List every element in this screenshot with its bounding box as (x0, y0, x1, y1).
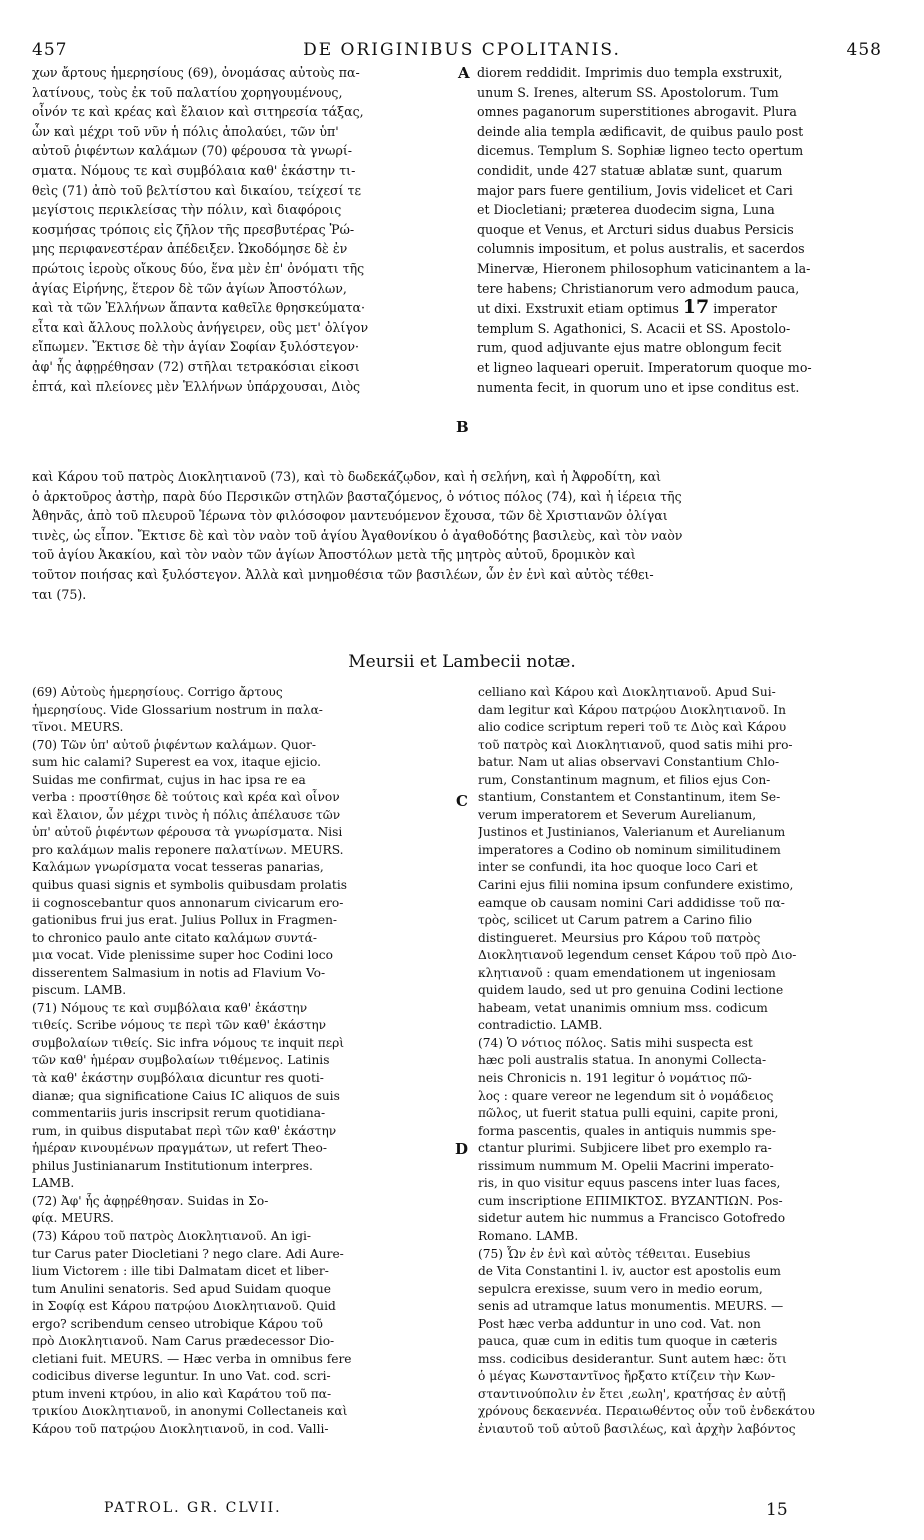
note-line: verba : προστίθησε δὲ τούτοις καὶ κρέα καὶ οἶνον (32, 790, 340, 805)
note-line: forma pascentis, quales in antiquis nummis spe- (478, 1123, 776, 1138)
note-line: dam legitur καὶ Κάρου πατρῴου Διοκλητιανοῦ. In (478, 702, 786, 717)
note-line: (69) Αὐτοὺς ἡμερησίους. Corrigo ἄρτους (32, 685, 283, 699)
note-line: Carini ejus filii nomina ipsum confundere existimo, (478, 878, 794, 893)
note-line: to chronico paulo ante citato καλάμων συντά- (32, 930, 318, 945)
note-line: Διοκλητιανοῦ legendum censet Κάρου τοῦ πρὸ Διο- (478, 948, 797, 963)
note-line: χρόνους δεκαεννέα. Περαιωθέντος οὖν τοῦ ἐνδεκάτου (478, 1404, 815, 1419)
note-line: verum imperatorem et Severum Aurelianum, (478, 807, 757, 822)
latin-text-line: templum S. Agathonici, S. Acacii et SS. Apostolo- (477, 320, 791, 336)
note-line: καὶ ἔλαιον, ὧν μέχρι τινὸς ἡ πόλις ἀπέλαυσε τῶν (32, 807, 341, 822)
page-number-left: 457 (32, 40, 68, 60)
note-line: τοῦ πατρὸς καὶ Διοκλητιανοῦ, quod satis mihi pro- (478, 737, 793, 752)
note-line: sidetur autem hic nummus a Francisco Gotofredo (478, 1211, 786, 1226)
note-line: pro καλάμων malis reponere παλατίνων. MEURS. (32, 842, 344, 857)
greek-text-line: ὧν καὶ μέχρι τοῦ νῦν ἡ πόλις ἀπολαύει, τῶν ὑπ' (32, 123, 339, 139)
note-line: τρὸς, scilicet ut Carum patrem a Carino filio (478, 913, 752, 928)
note-line: ptum inveni κτρύου, in alio καὶ Καράτου τοῦ πα- (32, 1386, 332, 1401)
note-line: cum inscriptione ΕΠΙΜΙΚΤΟΣ. ΒΥΖΑΝΤΙΩΝ. Pos- (478, 1193, 783, 1208)
note-line: ἡμέραν κινουμένων πραγμάτων, ut refert Theo- (32, 1141, 327, 1156)
note-line: πρὸ Διοκλητιανοῦ. Nam Carus prædecessor Dio- (32, 1334, 335, 1349)
note-line: Suidas me confirmat, cujus in hac ipsa re ea (32, 772, 306, 787)
latin-text-line: dicemus. Templum S. Sophiæ ligneo tecto opertum (477, 143, 804, 159)
note-line: alio codice scriptum reperi τοῦ τε Διὸς καὶ Κάρου (478, 720, 787, 735)
greek-text-line: πρώτοις ἱεροὺς οἴκους δύο, ἕνα μὲν ἐπ' ὀνόματι τῆς (32, 260, 365, 276)
full-width-text-line: Ἀθηνᾶς, ἀπὸ τοῦ πλευροῦ Ἱέρωνα τὸν φιλόσοφον μαντευόμενον ἔχουσα, τῶν δὲ Χριστιανῶν ὀλίγαι (32, 508, 668, 524)
note-line: τῶν καθ' ἡμέραν συμβολαίων τιθέμενος. Latinis (32, 1053, 330, 1068)
greek-text-line: εἶτα καὶ ἄλλους πολλοὺς ἀνήγειρεν, οὓς μετ' ὀλίγον (32, 319, 369, 335)
inline-number-17: 17 (682, 298, 710, 319)
note-line: codicibus diverse leguntur. In uno Vat. cod. scri- (32, 1369, 331, 1384)
greek-text-line: αὐτοῦ ῥιφέντων καλάμων (70) φέρουσα τὰ γνωρί- (32, 143, 353, 159)
note-line: σταντινούπολιν ἐν ἔτει ,εωλη', κρατήσας ἐν αὐτῇ (478, 1386, 786, 1401)
full-width-text-line: τοῦτον ποιήσας καὶ ξυλόστεγον. Ἀλλὰ καὶ μνημοθέσια τῶν βασιλέων, ὧν ἐν ἑνὶ καὶ αὐτὸς τέθει- (32, 566, 654, 582)
full-width-text-line: ὁ ἀρκτοῦρος ἀστὴρ, παρὰ δύο Περσικῶν στηλῶν βασταζόμενος, ὁ νότιος πόλος (74), καὶ ἡ ἱέρεια τῆς (32, 488, 682, 504)
notes-right-column (478, 684, 892, 1439)
note-line: ctantur plurimi. Subjicere libet pro exemplo ra- (478, 1141, 772, 1156)
note-line: (73) Κάρου τοῦ πατρὸς Διοκλητιανοῦ. An igi- (32, 1228, 312, 1243)
note-line: ergo? scribendum censeo utrobique Κάρου τοῦ (32, 1316, 323, 1331)
note-line: πῶλος, ut fuerit statua pulli equini, capite proni, (478, 1106, 779, 1121)
latin-text-line: major pars fuere gentilium, Jovis videlicet et Cari (477, 182, 793, 198)
latin-text-line-part: ut dixi. Exstruxit etiam optimus (477, 301, 683, 317)
greek-text-line: θεὶς (71) ἀπὸ τοῦ βελτίστου καὶ δικαίου, τείχεσί τε (32, 182, 362, 198)
latin-text-line: numenta fecit, in quorum uno et ipse conditus est. (477, 379, 800, 395)
greek-text-line: ἁγίας Εἰρήνης, ἕτερον δὲ τῶν ἁγίων Ἀποστόλων, (32, 280, 347, 296)
margin-marker-c: C (456, 792, 468, 810)
greek-full-width-text (32, 467, 892, 604)
note-line: hæc poli australis statua. In anonymi Collecta- (478, 1053, 767, 1068)
greek-text-line: λατίνους, τοὺς ἐκ τοῦ παλατίου χορηγουμένους, (32, 84, 343, 100)
greek-text-line: μης περιφανεστέραν ἀπέδειξεν. Ὠκοδόμησε δὲ ἐν (32, 241, 348, 257)
note-line: λος : quare vereor ne legendum sit ὁ νομάδειος (478, 1088, 774, 1103)
note-line: ris, in quo visitur equus pascens inter luas faces, (478, 1176, 781, 1191)
note-line: rissimum nummum M. Opelii Macrini imperato- (478, 1158, 774, 1173)
note-line: mss. codicibus desiderantur. Sunt autem hæc: ὅτι (478, 1351, 787, 1366)
note-line: celliano καὶ Κάρου καὶ Διοκλητιανοῦ. Apud Sui- (478, 685, 776, 699)
note-line: stantium, Constantem et Constantinum, item Se- (478, 790, 781, 805)
note-line: (71) Νόμους τε καὶ συμβόλαια καθ' ἑκάστην (32, 1000, 308, 1015)
full-width-text-line: ται (75). (32, 586, 87, 602)
note-line: neis Chronicis n. 191 legitur ὁ νομάτιος πῶ- (478, 1071, 752, 1086)
note-line: batur. Nam ut alias observavi Constantium Chlo- (478, 755, 780, 770)
note-line: ἐνιαυτοῦ τοῦ αὐτοῦ βασιλέως, καὶ ἀρχὴν λαβόντος (478, 1421, 796, 1436)
note-line: Justinos et Justinianos, Valerianum et Aurelianum (478, 825, 786, 840)
note-line: κλητιανοῦ : quam emendationem ut ingeniosam (478, 965, 776, 980)
note-line: commentariis juris inscripsit rerum quotidiana- (32, 1106, 326, 1121)
note-line: sepulcra erexisse, suum vero in medio eorum, (478, 1281, 763, 1296)
page-number-right: 458 (846, 40, 882, 60)
latin-text-line: deinde alia templa ædificavit, de quibus paulo post (477, 123, 804, 139)
footer-signature: 15 (766, 1500, 788, 1520)
note-line: distingueret. Meursius pro Κάρου τοῦ πατρὸς (478, 930, 761, 945)
note-line: tum Anulini senatoris. Sed apud Suidam quoque (32, 1281, 331, 1296)
note-line: ii cognoscebantur quos annonarum civicarum ero- (32, 895, 344, 910)
note-line: Καλάμων γνωρίσματα vocat tesseras panarias, (32, 860, 324, 875)
running-title: DE ORIGINIBUS CPOLITANIS. (303, 40, 621, 60)
note-line: τιθείς. Scribe νόμους τε περὶ τῶν καθ' ἑκάστην (32, 1018, 327, 1033)
latin-text-line: tere habens; Christianorum vero admodum pauca, (477, 280, 800, 296)
latin-text-line: condidit, unde 427 statuæ ablatæ sunt, quarum (477, 162, 783, 178)
note-line: dianæ; qua significatione Caius IC aliquos de suis (32, 1088, 340, 1103)
note-line: gationibus frui jus erat. Julius Pollux in Fragmen- (32, 913, 338, 928)
note-line: (72) Ἀφ' ἧς ἀφῃρέθησαν. Suidas in Σο- (32, 1193, 269, 1208)
greek-text-line: σματα. Νόμους τε καὶ συμβόλαια καθ' ἑκάστην τι- (32, 162, 356, 178)
note-line: τῖνοι. MEURS. (32, 720, 124, 735)
greek-text-line: κοσμήσας τρόποις εἰς ζῆλον τῆς πρεσβυτέρας Ῥώ- (32, 221, 355, 237)
full-width-text-line: τοῦ ἁγίου Ἀκακίου, καὶ τὸν ναὸν τῶν ἁγίων Ἀποστόλων μετὰ τῆς μητρὸς αὐτοῦ, δρομικὸν καὶ (32, 547, 636, 563)
note-line: συμβολαίων τιθείς. Sic infra νόμους τε inquit περὶ (32, 1035, 345, 1050)
note-line: τὰ καθ' ἑκάστην συμβόλαια dicuntur res quoti- (32, 1071, 324, 1086)
note-line: ὑπ' αὐτοῦ ῥιφέντων φέρουσα τὰ γνωρίσματα. Nisi (32, 825, 343, 840)
latin-text-line (477, 298, 891, 319)
note-line: contradictio. LAMB. (478, 1018, 603, 1033)
greek-text-column (32, 63, 450, 396)
note-line: philus Justinianarum Institutionum interpres. (32, 1158, 313, 1173)
greek-text-line: ἀφ' ἧς ἀφῃρέθησαν (72) στῆλαι τετρακόσιαι εἰκοσι (32, 358, 360, 374)
note-line: φίᾳ. MEURS. (32, 1211, 114, 1226)
note-line: Κάρου τοῦ πατρῴου Διοκλητιανοῦ, in cod. Valli- (32, 1421, 329, 1436)
latin-text-line: et ligneo laqueari operuit. Imperatorum quoque mo- (477, 359, 812, 375)
note-line: imperatores a Codino ob nominum similitudinem (478, 842, 781, 857)
latin-text-line: diorem reddidit. Imprimis duo templa exstruxit, (477, 65, 783, 80)
latin-text-line-part: imperator (709, 301, 777, 317)
greek-text-line: μεγίστοις περικλείσας τὴν πόλιν, καὶ διαφόροις (32, 202, 342, 218)
latin-text-line: Minervæ, Hieronem philosophum vaticinantem a la- (477, 260, 811, 276)
note-line: (70) Τῶν ὑπ' αὐτοῦ ῥιφέντων καλάμων. Quor- (32, 737, 316, 752)
note-line: eamque ob causam nomini Cari addidisse τοῦ πα- (478, 895, 785, 910)
note-line: rum, Constantinum magnum, et filios ejus Con- (478, 772, 771, 787)
full-width-text-line: καὶ Κάρου τοῦ πατρὸς Διοκλητιανοῦ (73), καὶ τὸ δωδεκάζῳδον, καὶ ἡ σελήνη, καὶ ἡ Ἀφροδίτη, καὶ (32, 469, 662, 484)
latin-text-line: columnis impositum, et polus australis, et sacerdos (477, 241, 805, 257)
note-line: (75) Ὧν ἐν ἑνὶ καὶ αὐτὸς τέθειται. Eusebius (478, 1246, 751, 1261)
latin-text-line: quoque et Venus, et Arcturi sidus duabus Persicis (477, 221, 794, 237)
note-line: ὁ μέγας Κωνσταντῖνος ἤρξατο κτίζειν τὴν Κων- (478, 1369, 776, 1384)
latin-text-line: et Diocletiani; præterea duodecim signa, Luna (477, 202, 775, 218)
margin-marker-d: D (455, 1140, 469, 1158)
margin-marker-b: B (456, 418, 469, 436)
note-line: μια vocat. Vide plenissime super hoc Codini loco (32, 948, 333, 963)
greek-text-line: οἶνόν τε καὶ κρέας καὶ ἔλαιον καὶ σιτηρεσία τάξας, (32, 104, 364, 120)
greek-text-line: ἑπτά, καὶ πλείονες μὲν Ἑλλήνων ὑπάρχουσαι, Διὸς (32, 378, 361, 394)
latin-text-line: rum, quod adjuvante ejus matre oblongum fecit (477, 340, 782, 356)
greek-text-line: εἴπωμεν. Ἔκτισε δὲ τὴν ἁγίαν Σοφίαν ξυλόστεγον· (32, 339, 360, 355)
latin-text-line: omnes paganorum superstitiones abrogavit. Plura (477, 104, 797, 120)
latin-text-column (477, 63, 891, 397)
notes-left-column (32, 684, 450, 1439)
note-line: tur Carus pater Diocletiani ? nego clare. Adi Aure- (32, 1246, 344, 1261)
note-line: inter se confundi, ita hoc quoque loco Cari et (478, 860, 758, 875)
note-line: disserentem Salmasium in notis ad Flavium Vo- (32, 965, 326, 980)
note-line: sum hic calami? Superest ea vox, itaque ejicio. (32, 755, 321, 770)
note-line: τρικίου Διοκλητιανοῦ, in anonymi Collectaneis καὶ (32, 1404, 348, 1419)
note-line: cletiani fuit. MEURS. — Hæc verba in omnibus fere (32, 1351, 352, 1366)
note-line: rum, in quibus disputabat περὶ τῶν καθ' ἑκάστην (32, 1123, 337, 1138)
note-line: senis ad utramque latus monumentis. MEURS. — (478, 1299, 784, 1314)
note-line: pauca, quæ cum in editis tum quoque in cæteris (478, 1334, 778, 1349)
note-line: Romano. LAMB. (478, 1228, 579, 1243)
greek-text-line: χων ἄρτους ἡμερησίους (69), ὀνομάσας αὐτοὺς πα- (32, 65, 360, 80)
note-line: de Vita Constantini l. iv, auctor est apostolis eum (478, 1264, 781, 1279)
margin-marker-a: A (458, 64, 470, 82)
note-line: lium Victorem : ille tibi Dalmatam dicet et liber- (32, 1264, 329, 1279)
note-line: ἡμερησίους. Vide Glossarium nostrum in παλα- (32, 702, 323, 717)
note-line: Post hæc verba adduntur in uno cod. Vat. non (478, 1316, 761, 1331)
note-line: quibus quasi signis et symbolis quibusdam prolatis (32, 878, 347, 893)
note-line: piscum. LAMB. (32, 983, 127, 998)
note-line: LAMB. (32, 1176, 75, 1191)
latin-text-line: unum S. Irenes, alterum SS. Apostolorum. Tum (477, 84, 779, 100)
full-width-text-line: τινὲς, ὡς εἶπον. Ἔκτισε δὲ καὶ τὸν ναὸν τοῦ ἁγίου Ἀγαθονίκου ὁ ἀγαθοδότης βασιλεὺς, καὶ τὸν ναὸν (32, 527, 683, 543)
notes-section-title: Meursii et Lambecii notæ. (348, 652, 576, 672)
note-line: habeam, vetat unanimis omnium mss. codicum (478, 1000, 768, 1015)
note-line: quidem laudo, sed ut pro genuina Codini lectione (478, 983, 784, 998)
note-line: in Σοφίᾳ est Κάρου πατρῴου Διοκλητιανοῦ. Quid (32, 1299, 336, 1314)
note-line: (74) Ὁ νότιος πόλος. Satis mihi suspecta est (478, 1035, 753, 1050)
greek-text-line: καὶ τὰ τῶν Ἑλλήνων ἅπαντα καθεῖλε θρησκεύματα· (32, 300, 366, 316)
footer-series: PATROL. GR. CLVII. (104, 1500, 282, 1516)
